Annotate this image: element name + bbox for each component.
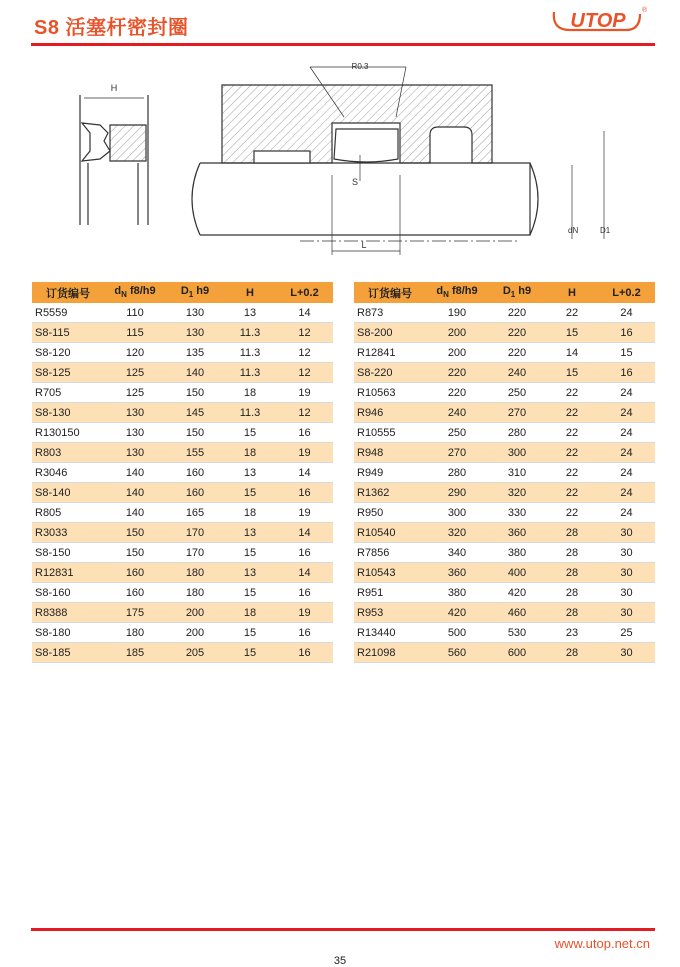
table-row <box>32 483 333 503</box>
cell-dn: 150 <box>104 523 166 543</box>
cell-l: 24 <box>598 303 655 323</box>
cell-d1: 270 <box>488 403 546 423</box>
cell-d1: 220 <box>488 343 546 363</box>
table-row <box>354 623 655 643</box>
logo-text: UTOP <box>570 10 626 32</box>
cell-d1: 200 <box>166 603 224 623</box>
header-code: 订货编号 <box>32 282 104 303</box>
table-row <box>354 523 655 543</box>
cell-h: 18 <box>224 503 276 523</box>
cell-l: 24 <box>598 383 655 403</box>
cell-h: 18 <box>224 443 276 463</box>
cell-d1: 160 <box>166 463 224 483</box>
cell-dn: 380 <box>426 583 488 603</box>
cell-l: 24 <box>598 503 655 523</box>
cell-d1: 360 <box>488 523 546 543</box>
header-l: L+0.2 <box>598 282 655 303</box>
cell-h: 15 <box>546 363 598 383</box>
cell-dn: 150 <box>104 543 166 563</box>
size-table-left <box>32 282 333 663</box>
cell-l: 15 <box>598 343 655 363</box>
header-h: H <box>546 282 598 303</box>
cell-dn: 220 <box>426 363 488 383</box>
cell-d1: 320 <box>488 483 546 503</box>
cell-dn: 110 <box>104 303 166 323</box>
table-row <box>32 583 333 603</box>
table-header-row <box>354 282 655 303</box>
cell-dn: 185 <box>104 643 166 663</box>
logo-registered-mark: ® <box>642 7 648 14</box>
cell-l: 30 <box>598 523 655 543</box>
table-row <box>354 463 655 483</box>
cell-h: 15 <box>224 643 276 663</box>
cell-d1: 170 <box>166 543 224 563</box>
bottom-divider <box>31 928 655 931</box>
cell-code: R13440 <box>354 623 426 643</box>
cell-d1: 280 <box>488 423 546 443</box>
cell-h: 28 <box>546 583 598 603</box>
cell-dn: 120 <box>104 343 166 363</box>
seal-technical-drawing <box>60 55 630 265</box>
cell-l: 19 <box>276 383 333 403</box>
cell-l: 24 <box>598 463 655 483</box>
cell-dn: 160 <box>104 563 166 583</box>
cell-d1: 300 <box>488 443 546 463</box>
cell-code: S8-130 <box>32 403 104 423</box>
cell-d1: 180 <box>166 583 224 603</box>
cell-dn: 300 <box>426 503 488 523</box>
cell-code: S8-125 <box>32 363 104 383</box>
table-row <box>354 543 655 563</box>
website-link[interactable]: www.utop.net.cn <box>554 936 650 951</box>
cell-dn: 130 <box>104 423 166 443</box>
cell-l: 24 <box>598 423 655 443</box>
cell-dn: 115 <box>104 323 166 343</box>
header-h: H <box>224 282 276 303</box>
cell-dn: 220 <box>426 383 488 403</box>
cell-code: R21098 <box>354 643 426 663</box>
cell-d1: 130 <box>166 303 224 323</box>
label-l: L <box>361 240 367 250</box>
cell-d1: 530 <box>488 623 546 643</box>
cell-h: 22 <box>546 443 598 463</box>
cell-d1: 150 <box>166 423 224 443</box>
cell-code: S8-120 <box>32 343 104 363</box>
cell-l: 16 <box>598 323 655 343</box>
table-row <box>354 563 655 583</box>
table-row <box>354 583 655 603</box>
size-table-right <box>354 282 655 663</box>
cell-code: S8-220 <box>354 363 426 383</box>
cell-l: 24 <box>598 443 655 463</box>
cell-dn: 160 <box>104 583 166 603</box>
label-s: S <box>352 177 359 187</box>
cell-l: 12 <box>276 323 333 343</box>
cell-d1: 240 <box>488 363 546 383</box>
table-row <box>354 423 655 443</box>
cell-l: 25 <box>598 623 655 643</box>
cell-code: R10543 <box>354 563 426 583</box>
table-row <box>32 363 333 383</box>
cell-h: 15 <box>224 423 276 443</box>
cell-code: R949 <box>354 463 426 483</box>
cell-l: 30 <box>598 543 655 563</box>
cell-h: 15 <box>224 543 276 563</box>
cell-code: S8-115 <box>32 323 104 343</box>
cell-d1: 250 <box>488 383 546 403</box>
cell-code: R10540 <box>354 523 426 543</box>
header-dn: $d_N$ f8/h9 <box>104 282 166 303</box>
cell-code: S8-200 <box>354 323 426 343</box>
table-row <box>354 303 655 323</box>
label-d1: D1 <box>600 226 611 235</box>
cell-dn: 280 <box>426 463 488 483</box>
header-code: 订货编号 <box>354 282 426 303</box>
cell-l: 19 <box>276 503 333 523</box>
cell-h: 22 <box>546 483 598 503</box>
cell-d1: 135 <box>166 343 224 363</box>
table-row <box>32 343 333 363</box>
table-row <box>32 543 333 563</box>
cell-code: S8-140 <box>32 483 104 503</box>
table-row <box>32 603 333 623</box>
cell-l: 30 <box>598 563 655 583</box>
cell-h: 14 <box>546 343 598 363</box>
cell-h: 15 <box>224 483 276 503</box>
cell-h: 28 <box>546 563 598 583</box>
table-row <box>354 383 655 403</box>
cell-d1: 130 <box>166 323 224 343</box>
cell-h: 11.3 <box>224 323 276 343</box>
table-row <box>32 443 333 463</box>
table-header-row <box>32 282 333 303</box>
cell-dn: 175 <box>104 603 166 623</box>
label-h: H <box>110 83 118 93</box>
cell-code: R946 <box>354 403 426 423</box>
cell-h: 28 <box>546 543 598 563</box>
cell-d1: 200 <box>166 623 224 643</box>
cell-d1: 155 <box>166 443 224 463</box>
table-row <box>32 403 333 423</box>
cell-dn: 270 <box>426 443 488 463</box>
housing-section <box>192 67 604 255</box>
cell-l: 30 <box>598 643 655 663</box>
cell-d1: 180 <box>166 563 224 583</box>
cell-l: 16 <box>276 543 333 563</box>
cell-l: 30 <box>598 603 655 623</box>
table-row <box>32 423 333 443</box>
cell-code: S8-160 <box>32 583 104 603</box>
cell-l: 14 <box>276 303 333 323</box>
cell-code: R803 <box>32 443 104 463</box>
cell-dn: 140 <box>104 503 166 523</box>
cell-code: R3046 <box>32 463 104 483</box>
table-row <box>32 303 333 323</box>
table-row <box>32 523 333 543</box>
header-dn: $d_N$ f8/h9 <box>426 282 488 303</box>
cell-h: 11.3 <box>224 343 276 363</box>
cell-dn: 500 <box>426 623 488 643</box>
cell-code: R10563 <box>354 383 426 403</box>
cell-l: 16 <box>276 583 333 603</box>
cell-h: 22 <box>546 383 598 403</box>
cell-d1: 420 <box>488 583 546 603</box>
cell-h: 15 <box>224 623 276 643</box>
cell-h: 11.3 <box>224 403 276 423</box>
cell-code: R10555 <box>354 423 426 443</box>
cell-dn: 140 <box>104 483 166 503</box>
cell-dn: 250 <box>426 423 488 443</box>
cell-dn: 200 <box>426 323 488 343</box>
cell-d1: 150 <box>166 383 224 403</box>
label-dn: dN <box>568 226 579 235</box>
cell-code: R1362 <box>354 483 426 503</box>
cell-h: 28 <box>546 643 598 663</box>
cell-dn: 320 <box>426 523 488 543</box>
table-row <box>32 623 333 643</box>
cell-code: R7856 <box>354 543 426 563</box>
table-row <box>354 343 655 363</box>
cell-l: 16 <box>276 423 333 443</box>
cell-dn: 190 <box>426 303 488 323</box>
header-d1: $D_1$ h9 <box>488 282 546 303</box>
cell-code: R705 <box>32 383 104 403</box>
cell-dn: 290 <box>426 483 488 503</box>
label-r: R0.3 <box>351 62 369 71</box>
cell-l: 30 <box>598 583 655 603</box>
cell-code: R12831 <box>32 563 104 583</box>
cell-h: 13 <box>224 303 276 323</box>
cell-h: 28 <box>546 603 598 623</box>
table-row <box>32 563 333 583</box>
cell-d1: 145 <box>166 403 224 423</box>
header-d1: $D_1$ h9 <box>166 282 224 303</box>
cell-code: R873 <box>354 303 426 323</box>
cell-dn: 360 <box>426 563 488 583</box>
page-number: 35 <box>333 955 347 967</box>
cell-dn: 130 <box>104 403 166 423</box>
table-row <box>354 403 655 423</box>
cell-l: 24 <box>598 403 655 423</box>
cell-h: 22 <box>546 403 598 423</box>
cell-h: 13 <box>224 463 276 483</box>
cell-d1: 460 <box>488 603 546 623</box>
cell-h: 18 <box>224 603 276 623</box>
cell-h: 23 <box>546 623 598 643</box>
table-row <box>32 503 333 523</box>
table-row <box>32 323 333 343</box>
cell-h: 18 <box>224 383 276 403</box>
cell-dn: 240 <box>426 403 488 423</box>
cell-code: R948 <box>354 443 426 463</box>
cell-code: R951 <box>354 583 426 603</box>
cell-d1: 220 <box>488 323 546 343</box>
table-row <box>354 603 655 623</box>
cell-code: R5559 <box>32 303 104 323</box>
cell-code: R3033 <box>32 523 104 543</box>
cell-d1: 205 <box>166 643 224 663</box>
cell-h: 15 <box>224 583 276 603</box>
cell-l: 19 <box>276 603 333 623</box>
table-row <box>354 323 655 343</box>
cell-d1: 330 <box>488 503 546 523</box>
cell-dn: 420 <box>426 603 488 623</box>
cell-d1: 160 <box>166 483 224 503</box>
top-divider <box>31 43 655 46</box>
table-row <box>32 383 333 403</box>
cell-d1: 310 <box>488 463 546 483</box>
table-row <box>354 443 655 463</box>
cell-l: 16 <box>598 363 655 383</box>
cell-l: 14 <box>276 463 333 483</box>
cell-d1: 220 <box>488 303 546 323</box>
cell-dn: 140 <box>104 463 166 483</box>
cell-l: 24 <box>598 483 655 503</box>
cell-h: 22 <box>546 463 598 483</box>
cell-dn: 125 <box>104 363 166 383</box>
cell-dn: 200 <box>426 343 488 363</box>
cell-l: 19 <box>276 443 333 463</box>
cell-h: 22 <box>546 503 598 523</box>
table-row <box>32 463 333 483</box>
cell-h: 28 <box>546 523 598 543</box>
cell-d1: 600 <box>488 643 546 663</box>
cell-d1: 400 <box>488 563 546 583</box>
cell-d1: 170 <box>166 523 224 543</box>
cell-code: R950 <box>354 503 426 523</box>
table-row <box>354 503 655 523</box>
cell-code: R805 <box>32 503 104 523</box>
cell-d1: 380 <box>488 543 546 563</box>
cell-code: S8-150 <box>32 543 104 563</box>
cell-code: R12841 <box>354 343 426 363</box>
table-row <box>354 363 655 383</box>
cell-d1: 140 <box>166 363 224 383</box>
cell-h: 22 <box>546 423 598 443</box>
cell-code: S8-185 <box>32 643 104 663</box>
table-row <box>32 643 333 663</box>
page-title: S8 活塞杆密封圈 <box>34 17 189 39</box>
cell-l: 16 <box>276 483 333 503</box>
cell-l: 12 <box>276 343 333 363</box>
cell-code: R953 <box>354 603 426 623</box>
cell-l: 14 <box>276 523 333 543</box>
cell-code: R130150 <box>32 423 104 443</box>
cell-l: 16 <box>276 643 333 663</box>
cell-h: 13 <box>224 563 276 583</box>
cell-dn: 180 <box>104 623 166 643</box>
cell-h: 22 <box>546 303 598 323</box>
cell-l: 12 <box>276 403 333 423</box>
utop-logo <box>548 4 648 38</box>
cell-code: S8-180 <box>32 623 104 643</box>
cell-dn: 340 <box>426 543 488 563</box>
cell-l: 16 <box>276 623 333 643</box>
cell-l: 12 <box>276 363 333 383</box>
header-l: L+0.2 <box>276 282 333 303</box>
cell-dn: 130 <box>104 443 166 463</box>
cell-h: 13 <box>224 523 276 543</box>
table-row <box>354 483 655 503</box>
cell-h: 15 <box>546 323 598 343</box>
cell-dn: 125 <box>104 383 166 403</box>
cell-l: 14 <box>276 563 333 583</box>
cell-d1: 165 <box>166 503 224 523</box>
seal-profile-view <box>80 95 148 225</box>
table-row <box>354 643 655 663</box>
cell-dn: 560 <box>426 643 488 663</box>
cell-h: 11.3 <box>224 363 276 383</box>
cell-code: R8388 <box>32 603 104 623</box>
